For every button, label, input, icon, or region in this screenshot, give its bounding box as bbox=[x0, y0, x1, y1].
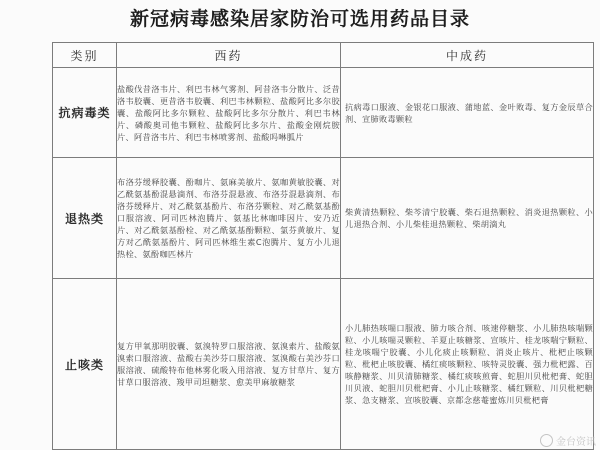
tcm-drug-list: 小儿肺热咳喘口服液、肺力咳合剂、咳速停糖浆、小儿肺热咳喘颗粒、小儿咳喘灵颗粒、羊夏止咳糖浆、宣咳片、桂龙咳喘宁颗粒、桂龙咳喘宁胶囊、小儿化痰止咳颗粒、消炎止咳片、枇杷止咳颗粒、枇杷止咳胶囊、橘红痰咳颗粒、咳特灵胶囊、强力枇杷露、百咳静糖浆、川贝清肺糖浆、橘红痰咳煎膏、蛇胆川贝枇杷膏、蛇胆川贝液、蛇胆川贝枇杷膏、小儿止咳糖浆、橘红颗粒、川贝枇杷糖浆、急支糖浆、宣咳胶囊、京都念慈菴蜜炼川贝枇杷膏 bbox=[341, 279, 594, 450]
header-category: 类别 bbox=[53, 43, 117, 68]
category-cell: 抗病毒类 bbox=[53, 68, 117, 158]
table-row-antipyretic bbox=[53, 158, 594, 279]
western-drug-list: 布洛芬缓释胶囊、酚咖片、氨麻美敏片、氨咖黄敏胶囊、对乙酰氨基酚混悬滴剂、布洛芬混悬液、布洛芬混悬滴剂、布洛芬缓释片、对乙酰氨基酚片、布洛芬颗粒、对乙酰氨基酚口服溶液、阿司匹林泡腾片、氨基比林咖啡因片、安乃近片、对乙酰氨基酚栓、对乙酰氨基酚颗粒、氯芬黄敏片、复方对乙酰氨基酚片、阿司匹林维生素C泡腾片、复方小儿退热栓、氨酚咖匹林片 bbox=[117, 158, 341, 279]
category-cell: 止咳类 bbox=[53, 279, 117, 450]
drug-catalog-table bbox=[52, 42, 594, 450]
tcm-drug-list: 柴黄清热颗粒、柴芩清宁胶囊、柴石退热颗粒、消炎退热颗粒、小儿退热合剂、小儿柴桂退热颗粒、柴胡滴丸 bbox=[341, 158, 594, 279]
table-header-row bbox=[53, 43, 594, 68]
western-drug-list: 复方甲氧那明胶囊、氨溴特罗口服溶液、氨溴索片、盐酸氨溴索口服溶液、盐酸右美沙芬口服溶液、氢溴酸右美沙芬口服溶液、硫酸特布他林雾化吸入用溶液、复方甘草片、复方甘草口服溶液、羧甲司坦糖浆、愈美甲麻敏糖浆 bbox=[117, 279, 341, 450]
header-tcm: 中成药 bbox=[341, 43, 594, 68]
watermark-logo-icon bbox=[540, 434, 553, 447]
header-western: 西药 bbox=[117, 43, 341, 68]
watermark bbox=[540, 433, 596, 448]
table-row-antiviral bbox=[53, 68, 594, 158]
watermark-text: 金台资讯 bbox=[556, 437, 596, 448]
table-row-antitussive bbox=[53, 279, 594, 450]
category-cell: 退热类 bbox=[53, 158, 117, 279]
western-drug-list: 盐酸伐昔洛韦片、利巴韦林气雾剂、阿昔洛韦分散片、泛昔洛韦胶囊、更昔洛韦胶囊、利巴韦林颗粒、盐酸阿比多尔胶囊、盐酸阿比多尔颗粒、盐酸阿比多尔分散片、利巴韦林片、磷酸奥司他韦颗粒、盐酸阿比多尔片、盐酸金刚烷胺片、阿昔洛韦片、利巴韦林喷雾剂、盐酸吗啉胍片 bbox=[117, 68, 341, 158]
page-title: 新冠病毒感染居家防治可选用药品目录 bbox=[129, 8, 470, 30]
tcm-drug-list: 抗病毒口服液、金银花口服液、蒲地蓝、金叶败毒、复方金辰草合剂、宣肺败毒颗粒 bbox=[341, 68, 594, 158]
